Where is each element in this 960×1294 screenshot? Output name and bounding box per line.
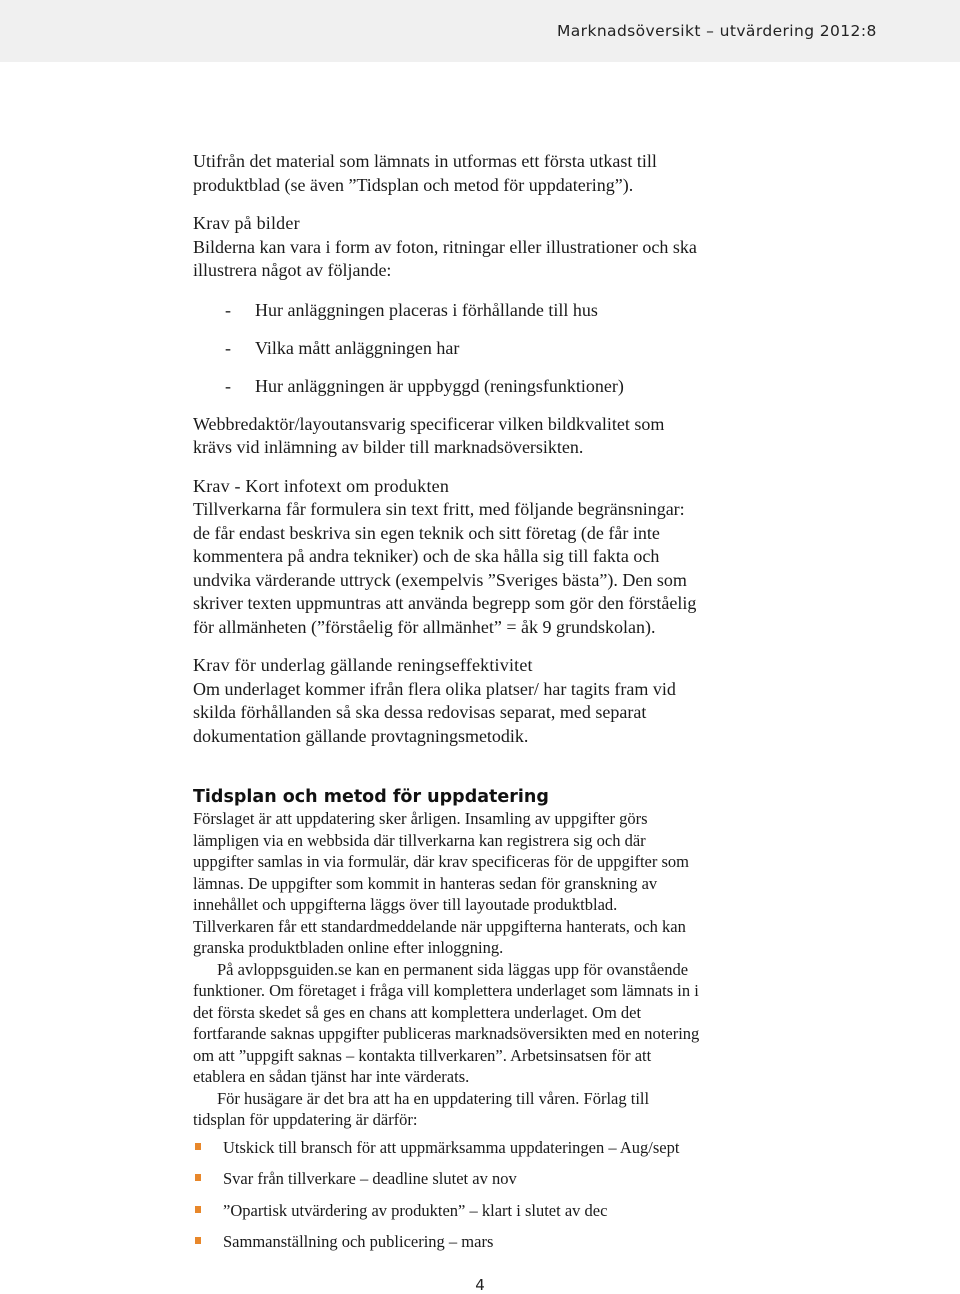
paragraph-line: lämnas. De uppgifter som kommit in hanteras sedan för granskning av <box>193 873 658 893</box>
section-heading-underlag: Krav för underlag gällande reningseffektivitet <box>193 655 533 675</box>
paragraph-line: uppgifter samlas in via formulär, där krav specificeras för de uppgifter som <box>193 852 689 871</box>
paragraph-line: innehållet och uppgifterna läggs över till layoutade produktblad. <box>193 895 618 914</box>
list-item: ”Opartisk utvärdering av produkten” – klart i slutet av dec <box>193 1200 773 1221</box>
timeline-list <box>193 1137 773 1253</box>
paragraph-line: för allmänheten (”förståelig för allmänhet” = åk 9 grundskolan). <box>193 616 656 637</box>
list-item: Svar från tillverkare – deadline slutet av nov <box>193 1168 773 1189</box>
intro-line: Utifrån det material som lämnats in utformas ett första utkast till <box>193 151 657 171</box>
paragraph-line: granska produktbladen online efter inloggning. <box>193 938 504 957</box>
paragraph-line: krävs vid inlämning av bilder till marknadsöversikten. <box>193 437 584 457</box>
paragraph-line: Webbredaktör/layoutansvarig specificerar vilken bildkvalitet som <box>193 413 665 434</box>
section-title-tidsplan: Tidsplan och metod för uppdatering <box>193 787 549 807</box>
page-header <box>0 0 960 62</box>
paragraph-line: funktioner. Om företaget i fråga vill komplettera underlaget som lämnats in i <box>193 981 699 1000</box>
paragraph-line: Förslaget är att uppdatering sker årligen. Insamling av uppgifter görs <box>193 809 648 828</box>
paragraph-line: etablera en sådan tjänst har inte värderats. <box>193 1067 470 1086</box>
intro-line: produktblad (se även ”Tidsplan och metod för uppdatering”). <box>193 174 634 195</box>
paragraph-line: Bilderna kan vara i form av foton, ritningar eller illustrationer och ska <box>193 236 697 257</box>
paragraph-line: tidsplan för uppdatering är därför: <box>193 1110 418 1129</box>
paragraph-line: Tillverkarna får formulera sin text fritt, med följande begränsningar: <box>193 499 685 519</box>
page-number: 4 <box>475 1276 485 1294</box>
paragraph-line: skilda förhållanden så ska dessa redovisas separat, med separat <box>193 702 647 722</box>
paragraph-line: lämpligen via en webbsida där tillverkarna kan registrera sig och där <box>193 830 646 850</box>
list-item: Utskick till bransch för att uppmärksamma uppdateringen – Aug/sept <box>193 1137 773 1158</box>
paragraph-line: dokumentation gällande provtagningsmetodik. <box>193 725 529 746</box>
paragraph-line: kommentera på andra tekniker) och de ska hålla sig till fakta och <box>193 546 660 566</box>
list-item: Sammanställning och publicering – mars <box>193 1231 773 1252</box>
paragraph-line: illustrera något av följande: <box>193 260 392 280</box>
paragraph-line: de får endast beskriva sin egen teknik och sitt företag (de får inte <box>193 522 660 543</box>
paragraph-line: fortfarande saknas uppgifter publiceras marknadsöversikten med en notering <box>193 1024 700 1043</box>
paragraph-line: om att ”uppgift saknas – kontakta tillverkaren”. Arbetsinsatsen för att <box>193 1045 652 1065</box>
section-heading-images: Krav på bilder <box>193 213 300 233</box>
paragraph-line: det första skedet så ges en chans att komplettera underlaget. Om det <box>193 1002 642 1022</box>
bullet-square-icon <box>195 1174 201 1181</box>
document-title: Marknadsöversikt – utvärdering 2012:8 <box>557 22 877 40</box>
list-item: - Hur anläggningen är uppbyggd (reningsfunktioner) <box>225 375 624 396</box>
page-body <box>193 150 773 1263</box>
section-heading-infotext: Krav - Kort infotext om produkten <box>193 475 450 496</box>
paragraph-line: Tillverkaren får ett standardmeddelande när uppgifterna hanterats, och kan <box>193 916 686 936</box>
bullet-square-icon <box>195 1237 201 1244</box>
paragraph-line: skriver texten uppmuntras att använda begrepp som gör den förståelig <box>193 593 697 613</box>
paragraph-line: För husägare är det bra att ha en uppdatering till våren. Förlag till <box>217 1088 650 1108</box>
paragraph-line: På avloppsguiden.se kan en permanent sida läggas upp för ovanstående <box>217 959 689 979</box>
image-requirements-list <box>193 299 773 399</box>
paragraph-line: Om underlaget kommer ifrån flera olika platser/ har tagits fram vid <box>193 678 676 699</box>
list-item: - Hur anläggningen placeras i förhållande till hus <box>225 299 598 320</box>
paragraph-line: undvika värderande uttryck (exempelvis ”Sveriges bästa”). Den som <box>193 569 687 590</box>
list-item: - Vilka mått anläggningen har <box>225 337 460 358</box>
bullet-square-icon <box>195 1206 201 1213</box>
bullet-square-icon <box>195 1143 201 1150</box>
